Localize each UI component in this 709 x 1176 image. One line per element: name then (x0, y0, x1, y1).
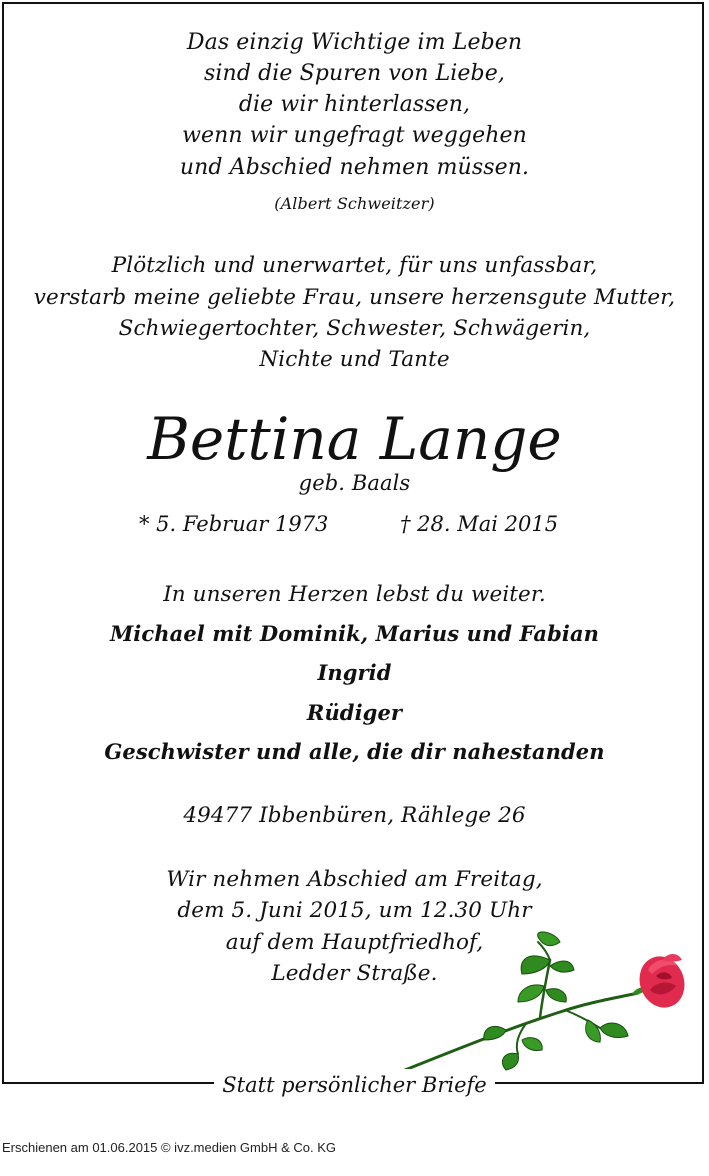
quote-line-4: wenn wir ungefragt weggehen (182, 123, 527, 148)
announcement-line-4: Nichte und Tante (259, 347, 450, 372)
footer (0, 1069, 709, 1101)
mourners-intro: In unseren Herzen lebst du weiter. (163, 582, 546, 607)
mourner-name-3: Rüdiger (306, 700, 403, 725)
quote-line-2: sind die Spuren von Liebe, (204, 61, 505, 86)
announcement-line-3: Schwiegertochter, Schwester, Schwägerin, (118, 316, 591, 341)
address: 49477 Ibbenbüren, Rählege 26 (183, 803, 526, 828)
quote-line-3: die wir hinterlassen, (238, 92, 471, 117)
funeral-line-2: dem 5. Juni 2015, um 12.30 Uhr (177, 898, 532, 923)
death-date: † 28. Mai 2015 (400, 512, 559, 536)
announcement-line-1: Plötzlich und unerwartet, für uns unfassbar, (111, 253, 598, 278)
mourner-name-1: Michael mit Dominik, Marius und Fabian (109, 621, 600, 646)
announcement-line-2: verstarb meine geliebte Frau, unsere herzensgute Mutter, (33, 285, 676, 310)
mourner-name-2: Ingrid (317, 660, 392, 685)
deceased-name: Bettina Lange (147, 405, 562, 473)
quote-line-5: und Abschied nehmen müssen. (179, 155, 530, 180)
footer-label: Statt persönlicher Briefe (214, 1069, 494, 1101)
birth-date: * 5. Februar 1973 (139, 512, 329, 536)
quote-author: (Albert Schweitzer) (274, 194, 435, 213)
funeral-line-1: Wir nehmen Abschied am Freitag, (166, 867, 543, 892)
red-rose-icon (400, 930, 690, 1075)
mourner-name-4: Geschwister und alle, die dir nahestanden (104, 739, 605, 764)
born-name: geb. Baals (298, 471, 411, 495)
publication-credit: Erschienen am 01.06.2015 © ivz.medien GmbH & Co. KG (2, 1140, 337, 1155)
funeral-line-3: auf dem Hauptfriedhof, (225, 930, 484, 955)
funeral-line-4: Ledder Straße. (271, 961, 438, 986)
quote-line-1: Das einzig Wichtige im Leben (186, 30, 523, 55)
